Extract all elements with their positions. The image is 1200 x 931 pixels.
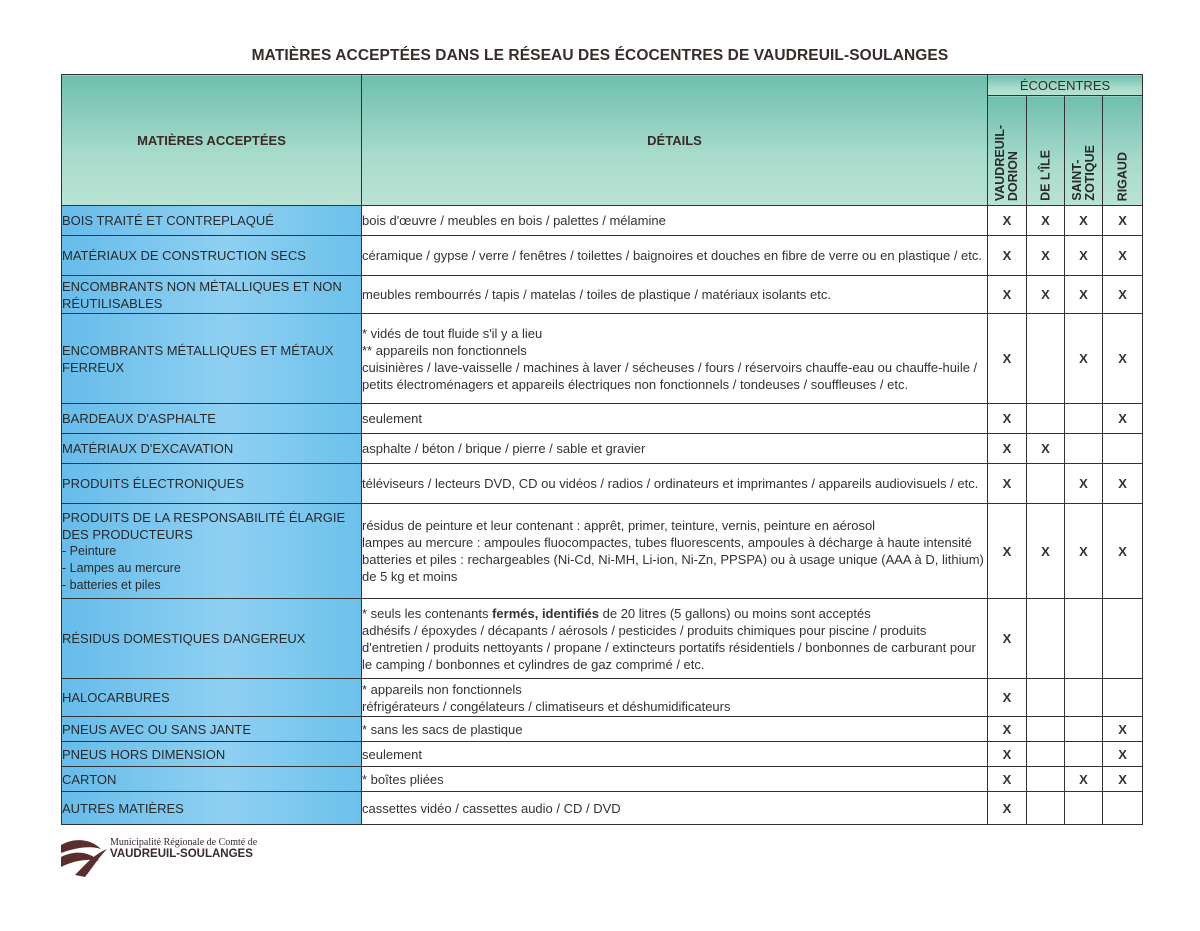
material-details: [362, 464, 988, 504]
details-line: bois d'œuvre / meubles en bois / palettes / mélamine: [362, 213, 666, 228]
category-label: ENCOMBRANTS MÉTALLIQUES ET MÉTAUX FERREUX: [62, 342, 334, 375]
accepted-mark: X: [1065, 276, 1103, 314]
material-details: [362, 599, 988, 679]
accepted-mark: X: [1065, 206, 1103, 236]
category-label: PRODUITS ÉLECTRONIQUES: [62, 476, 245, 491]
accepted-mark: X: [988, 236, 1027, 276]
details-fragment: fermés, identifiés: [492, 605, 600, 621]
accepted-mark: X: [1027, 504, 1065, 599]
accepted-mark: X: [988, 314, 1027, 404]
category-subitem: - Lampes au mercure: [62, 560, 181, 575]
accepted-mark: [1065, 404, 1103, 434]
accepted-mark: [1027, 717, 1065, 742]
accepted-mark: X: [988, 767, 1027, 792]
material-category: [62, 236, 362, 276]
category-label: PRODUITS DE LA RESPONSABILITÉ ÉLARGIE DES PRODUCTEURS: [62, 509, 346, 542]
accepted-mark: X: [988, 792, 1027, 825]
accepted-mark: X: [1103, 206, 1143, 236]
accepted-mark: [1065, 434, 1103, 464]
accepted-mark: [1027, 679, 1065, 717]
material-category: [62, 504, 362, 599]
material-details: [362, 206, 988, 236]
table-row: [62, 404, 1143, 434]
accepted-mark: [1027, 599, 1065, 679]
header-ecocentre-1: [1027, 96, 1065, 206]
accepted-mark: [1027, 314, 1065, 404]
table-row: [62, 206, 1143, 236]
accepted-mark: X: [1065, 464, 1103, 504]
accepted-mark: [1065, 792, 1103, 825]
accepted-mark: X: [988, 206, 1027, 236]
ecocentre-label: RIGAUD: [1115, 151, 1130, 201]
category-label: AUTRES MATIÈRES: [62, 800, 184, 816]
header-ecocentres: ÉCOCENTRES: [988, 75, 1143, 96]
material-category: [62, 742, 362, 767]
table-row: [62, 434, 1143, 464]
accepted-mark: X: [988, 464, 1027, 504]
material-category: [62, 717, 362, 742]
details-line: résidus de peinture et leur contenant : apprêt, primer, teinture, vernis, peinture en aérosol: [362, 518, 876, 533]
material-category: [62, 767, 362, 792]
details-line: * vidés de tout fluide s'il y a lieu: [362, 325, 543, 341]
details-line: * sans les sacs de plastique: [362, 721, 523, 737]
material-details: [362, 679, 988, 717]
accepted-mark: [1065, 717, 1103, 742]
accepted-mark: [1027, 767, 1065, 792]
material-category: [62, 206, 362, 236]
accepted-mark: [1027, 404, 1065, 434]
table-row: [62, 767, 1143, 792]
accepted-mark: X: [1103, 236, 1143, 276]
material-category: [62, 276, 362, 314]
accepted-mark: X: [1065, 504, 1103, 599]
accepted-mark: X: [988, 742, 1027, 767]
details-line: seulement: [362, 746, 422, 762]
details-line: cassettes vidéo / cassettes audio / CD / DVD: [362, 800, 621, 816]
table-row: [62, 599, 1143, 679]
header-materials: MATIÈRES ACCEPTÉES: [62, 75, 362, 206]
accepted-mark: X: [1103, 717, 1143, 742]
category-label: RÉSIDUS DOMESTIQUES DANGEREUX: [62, 631, 306, 646]
accepted-mark: X: [1103, 464, 1143, 504]
table-row: [62, 717, 1143, 742]
material-details: [362, 236, 988, 276]
material-details: [362, 314, 988, 404]
table-row: [62, 792, 1143, 825]
details-line: * appareils non fonctionnels: [362, 681, 522, 697]
accepted-mark: X: [1027, 276, 1065, 314]
accepted-mark: X: [1065, 767, 1103, 792]
table-row: [62, 276, 1143, 314]
accepted-mark: X: [1103, 276, 1143, 314]
category-label: CARTON: [62, 771, 117, 787]
accepted-mark: X: [1103, 504, 1143, 599]
accepted-mark: X: [1103, 404, 1143, 434]
header-ecocentre-0: [988, 96, 1027, 206]
accepted-mark: X: [988, 434, 1027, 464]
category-subitem: - Peinture: [62, 543, 117, 558]
table-row: [62, 679, 1143, 717]
ecocentre-label: VAUDREUIL- DORION: [993, 124, 1020, 201]
material-details: [362, 717, 988, 742]
logo-line2: VAUDREUIL-SOULANGES: [110, 848, 253, 860]
accepted-mark: [1027, 742, 1065, 767]
accepted-mark: [1103, 679, 1143, 717]
header-details: DÉTAILS: [362, 75, 988, 206]
material-category: [62, 599, 362, 679]
logo-line1: Municipalité Régionale de Comté de: [110, 837, 258, 848]
material-details: [362, 767, 988, 792]
category-label: ENCOMBRANTS NON MÉTALLIQUES ET NON RÉUTILISABLES: [62, 278, 342, 311]
accepted-mark: X: [988, 504, 1027, 599]
accepted-mark: X: [988, 717, 1027, 742]
details-line: asphalte / béton / brique / pierre / sable et gravier: [362, 441, 646, 456]
material-category: [62, 314, 362, 404]
details-line: téléviseurs / lecteurs DVD, CD ou vidéos / radios / ordinateurs et imprimantes / appareils audiovisuels / etc.: [362, 476, 979, 491]
accepted-mark: X: [1103, 767, 1143, 792]
ecocentre-label: SAINT- ZOTIQUE: [1069, 145, 1097, 201]
details-line: [362, 605, 987, 622]
details-line: * boîtes pliées: [362, 771, 444, 787]
accepted-mark: X: [1103, 314, 1143, 404]
details-line: meubles rembourrés / tapis / matelas / toiles de plastique / matériaux isolants etc.: [362, 287, 831, 302]
details-line: seulement: [362, 411, 422, 426]
accepted-mark: X: [1103, 742, 1143, 767]
details-line: réfrigérateurs / congélateurs / climatiseurs et déshumidificateurs: [362, 698, 731, 714]
accepted-mark: [1065, 742, 1103, 767]
page-title: MATIÈRES ACCEPTÉES DANS LE RÉSEAU DES ÉCOCENTRES DE VAUDREUIL-SOULANGES: [251, 47, 949, 64]
table-row: [62, 236, 1143, 276]
table-row: [62, 464, 1143, 504]
material-details: [362, 792, 988, 825]
accepted-mark: [1103, 434, 1143, 464]
category-label: BARDEAUX D'ASPHALTE: [62, 411, 216, 426]
details-line: cuisinières / lave-vaisselle / machines à laver / sécheuses / fours / réservoirs chauffe-eau ou chauffe-huile / petits électroménagers et appareils électriques non fonctionnels / tondeuses / souffleuses / etc.: [362, 359, 978, 392]
accepted-mark: X: [988, 679, 1027, 717]
category-label: BOIS TRAITÉ ET CONTREPLAQUÉ: [62, 213, 274, 228]
table-row: [62, 742, 1143, 767]
category-label: PNEUS HORS DIMENSION: [62, 746, 226, 762]
material-details: [362, 504, 988, 599]
material-category: [62, 464, 362, 504]
header-ecocentre-3: [1103, 96, 1143, 206]
material-details: [362, 276, 988, 314]
accepted-mark: [1103, 792, 1143, 825]
category-label: MATÉRIAUX D'EXCAVATION: [62, 441, 234, 456]
accepted-mark: [1065, 679, 1103, 717]
accepted-mark: X: [1065, 236, 1103, 276]
category-subitem: - batteries et piles: [62, 577, 161, 592]
table-row: [62, 504, 1143, 599]
material-details: [362, 434, 988, 464]
details-line: batteries et piles : rechargeables (Ni-Cd, Ni-MH, Li-ion, Ni-Zn, PPSPA) ou à usage unique (AAA à D, lithium) de 5 kg et moins: [362, 552, 984, 584]
accepted-mark: X: [988, 599, 1027, 679]
material-details: [362, 742, 988, 767]
accepted-mark: X: [1065, 314, 1103, 404]
accepted-mark: X: [1027, 236, 1065, 276]
category-label: HALOCARBURES: [62, 690, 170, 705]
details-fragment: * seuls les contenants: [362, 605, 493, 621]
details-line: lampes au mercure : ampoules fluocompactes, tubes fluorescents, ampoules à décharge à haute intensité: [362, 535, 972, 550]
material-category: [62, 434, 362, 464]
accepted-mark: X: [1027, 434, 1065, 464]
accepted-mark: [1027, 464, 1065, 504]
accepted-mark: X: [988, 404, 1027, 434]
material-category: [62, 404, 362, 434]
details-line: adhésifs / époxydes / décapants / aérosols / pesticides / produits chimiques pour piscine / produits d'entretien / produits nettoyants / propane / extincteurs portatifs résidentiels / bonbonnes de carburant pour le camping / bonbonnes et cylindres de gaz comprimé / etc.: [362, 622, 976, 672]
category-label: PNEUS AVEC OU SANS JANTE: [62, 721, 252, 737]
accepted-mark: X: [988, 276, 1027, 314]
material-details: [362, 404, 988, 434]
category-label: MATÉRIAUX DE CONSTRUCTION SECS: [62, 248, 306, 263]
materials-table: [61, 74, 1143, 825]
material-category: [62, 679, 362, 717]
details-line: céramique / gypse / verre / fenêtres / toilettes / baignoires et douches en fibre de verre ou en plastique / etc.: [362, 248, 983, 263]
accepted-mark: [1103, 599, 1143, 679]
accepted-mark: [1027, 792, 1065, 825]
accepted-mark: [1065, 599, 1103, 679]
table-row: [62, 314, 1143, 404]
details-fragment: de 20 litres (5 gallons) ou moins sont acceptés: [599, 605, 871, 621]
details-line: ** appareils non fonctionnels: [362, 342, 527, 358]
material-category: [62, 792, 362, 825]
ecocentre-label: DE L'ÎLE: [1038, 150, 1052, 201]
header-ecocentre-2: [1065, 96, 1103, 206]
accepted-mark: X: [1027, 206, 1065, 236]
